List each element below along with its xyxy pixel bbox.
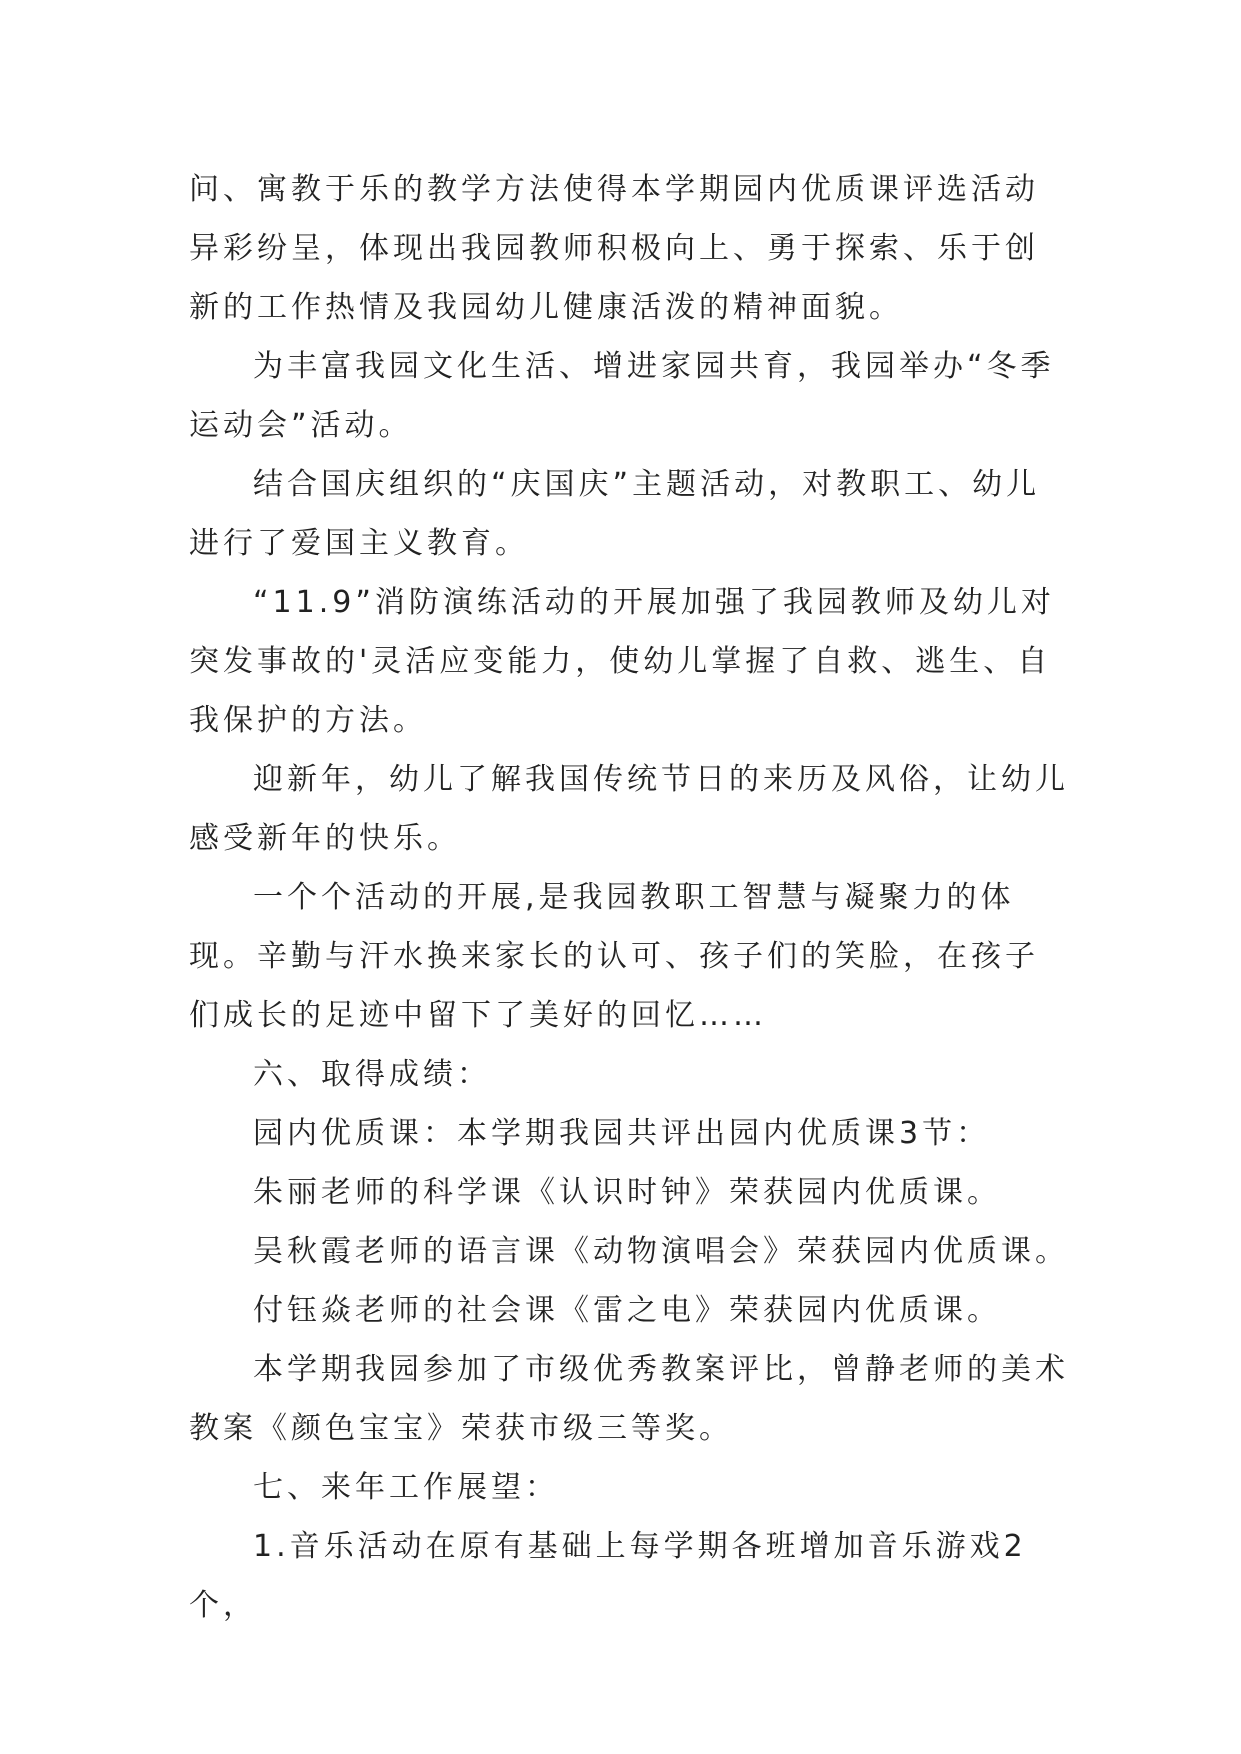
section-heading-achievements: 六、取得成绩： [253,1057,491,1092]
paragraph-10: 吴秋霞老师的语言课《动物演唱会》荣获园内优质课。 [253,1234,1069,1269]
paragraph-14: 1.音乐活动在原有基础上每学期各班增加音乐游戏2个， [189,1529,1027,1623]
paragraph-8: 园内优质课：本学期我园共评出园内优质课3节： [253,1116,991,1151]
paragraph-6: 一个个活动的开展,是我园教职工智慧与凝聚力的体现。辛勤与汗水换来家长的认可、孩子们的笑脸，在孩子们成长的足迹中留下了美好的回忆…… [189,880,1039,1033]
paragraph-5: 迎新年，幼儿了解我国传统节日的来历及风俗，让幼儿感受新年的快乐。 [189,762,1069,856]
paragraph-1: 问、寓教于乐的教学方法使得本学期园内优质课评选活动异彩纷呈，体现出我园教师积极向上、勇于探索、乐于创新的工作热情及我园幼儿健康活泼的精神面貌。 [189,172,1039,325]
paragraph-2: 为丰富我园文化生活、增进家园共育，我园举办“冬季运动会”活动。 [189,349,1055,443]
paragraph-11: 付钰焱老师的社会课《雷之电》荣获园内优质课。 [253,1293,1001,1328]
paragraph-3: 结合国庆组织的“庆国庆”主题活动，对教职工、幼儿进行了爱国主义教育。 [189,467,1041,561]
section-heading-outlook: 七、来年工作展望： [253,1470,559,1505]
paragraph-12: 本学期我园参加了市级优秀教案评比，曾静老师的美术教案《颜色宝宝》荣获市级三等奖。 [189,1352,1069,1446]
paragraph-9: 朱丽老师的科学课《认识时钟》荣获园内优质课。 [253,1175,1001,1210]
document-body [189,160,1069,1635]
paragraph-4: “11.9”消防演练活动的开展加强了我园教师及幼儿对突发事故的'灵活应变能力，使幼儿掌握了自救、逃生、自我保护的方法。 [189,585,1055,738]
